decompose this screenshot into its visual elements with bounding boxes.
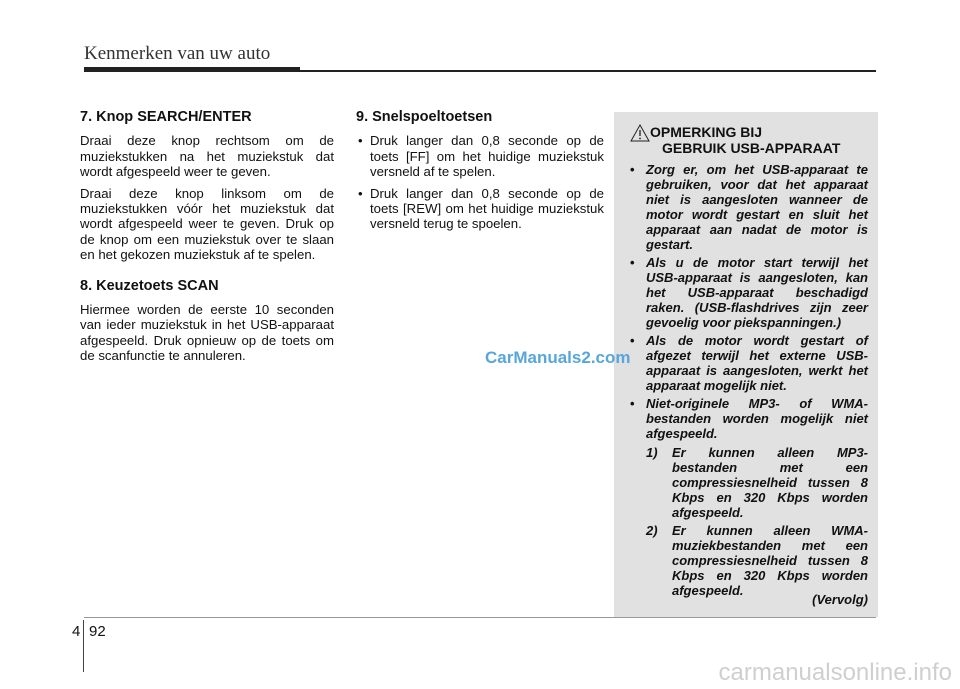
section-8-heading: 8. Keuzetoets SCAN: [80, 277, 219, 294]
note-list: [628, 162, 868, 601]
note-subitem-text: Er kunnen alleen WMA-muziekbestanden met een compressiesnelheid tussen 8 Kbps en 320 Kbps worden afgespeeld.: [672, 523, 868, 598]
watermark-link[interactable]: CarManuals2.com: [485, 348, 631, 367]
header-rule-thin: [300, 70, 876, 72]
footer-divider: [83, 620, 84, 672]
note-sublist: [646, 445, 868, 598]
note-item: • Zorg er, om het USB-apparaat te gebruiken, voor dat het apparaat niet is aangesloten wanneer de motor wordt gestart en sluit het apparaat aan nadat de motor is gestart.: [628, 162, 868, 252]
footer-site-logo[interactable]: carmanualsonline.info: [718, 659, 952, 686]
section-7-paragraph-2: Draai deze knop linksom om de muziekstukken vóór het muziekstuk dat wordt afgespeeld weer te geven. Druk op de knop om een muziekstuk over te slaan en het gekozen muziekstuk af te spelen.: [80, 185, 334, 263]
note-title-line-1: OPMERKING BIJ: [650, 124, 763, 140]
chapter-number: 4: [72, 623, 81, 640]
page-header-title: Kenmerken van uw auto: [84, 43, 271, 64]
section-9-list: [356, 133, 604, 231]
note-title-line-2: GEBRUIK USB-APPARAAT: [662, 140, 841, 156]
note-title: [650, 124, 880, 156]
footer-rule: [84, 617, 876, 618]
note-subitem-number: 2): [646, 523, 658, 538]
section-9-heading: 9. Snelspoeltoetsen: [356, 109, 493, 125]
page-number: 92: [89, 623, 106, 640]
list-item: • Druk langer dan 0,8 seconde op de toets [REW] om het huidige muziekstuk versneld terug te spoelen.: [356, 186, 604, 232]
note-item: • Als de motor wordt gestart of afgezet terwijl het externe USB-apparaat is aangesloten, werkt het apparaat mogelijk niet.: [628, 333, 868, 393]
note-item-file-formats: [628, 396, 868, 598]
note-subitem-text: Er kunnen alleen MP3-bestanden met een compressiesnelheid tussen 8 Kbps en 320 Kbps worden afgespeeld.: [672, 445, 868, 520]
section-8-paragraph-1: Hiermee worden de eerste 10 seconden van ieder muziekstuk in het USB-apparaat afgespeeld. Druk opnieuw op de toets om de scanfunctie te annuleren.: [80, 302, 334, 364]
list-item: • Druk langer dan 0,8 seconde op de toets [FF] om het huidige muziekstuk versneld af te spelen.: [356, 133, 604, 179]
continued-label: (Vervolg): [812, 592, 868, 607]
middle-column: [356, 110, 604, 238]
section-7-paragraph-1: Draai deze knop rechtsom om de muziekstukken na het muziekstuk dat wordt afgespeeld weer te geven.: [80, 133, 334, 180]
note-item-text: Niet-originele MP3- of WMA-bestanden worden mogelijk niet afgespeeld.: [646, 396, 868, 441]
warning-icon: [630, 124, 650, 142]
note-subitem-number: 1): [646, 445, 658, 460]
section-7-heading: 7. Knop SEARCH/ENTER: [80, 109, 252, 125]
note-subitem: [646, 523, 868, 598]
note-item: • Als u de motor start terwijl het USB-apparaat is aangesloten, kan het USB-apparaat beschadigd raken. (USB-flashdrives zijn zeer gevoelig voor piekspanningen.): [628, 255, 868, 330]
usb-note-box: [614, 112, 878, 617]
left-column: [80, 110, 334, 370]
header-rule-thick: [84, 67, 300, 72]
note-subitem: [646, 445, 868, 520]
